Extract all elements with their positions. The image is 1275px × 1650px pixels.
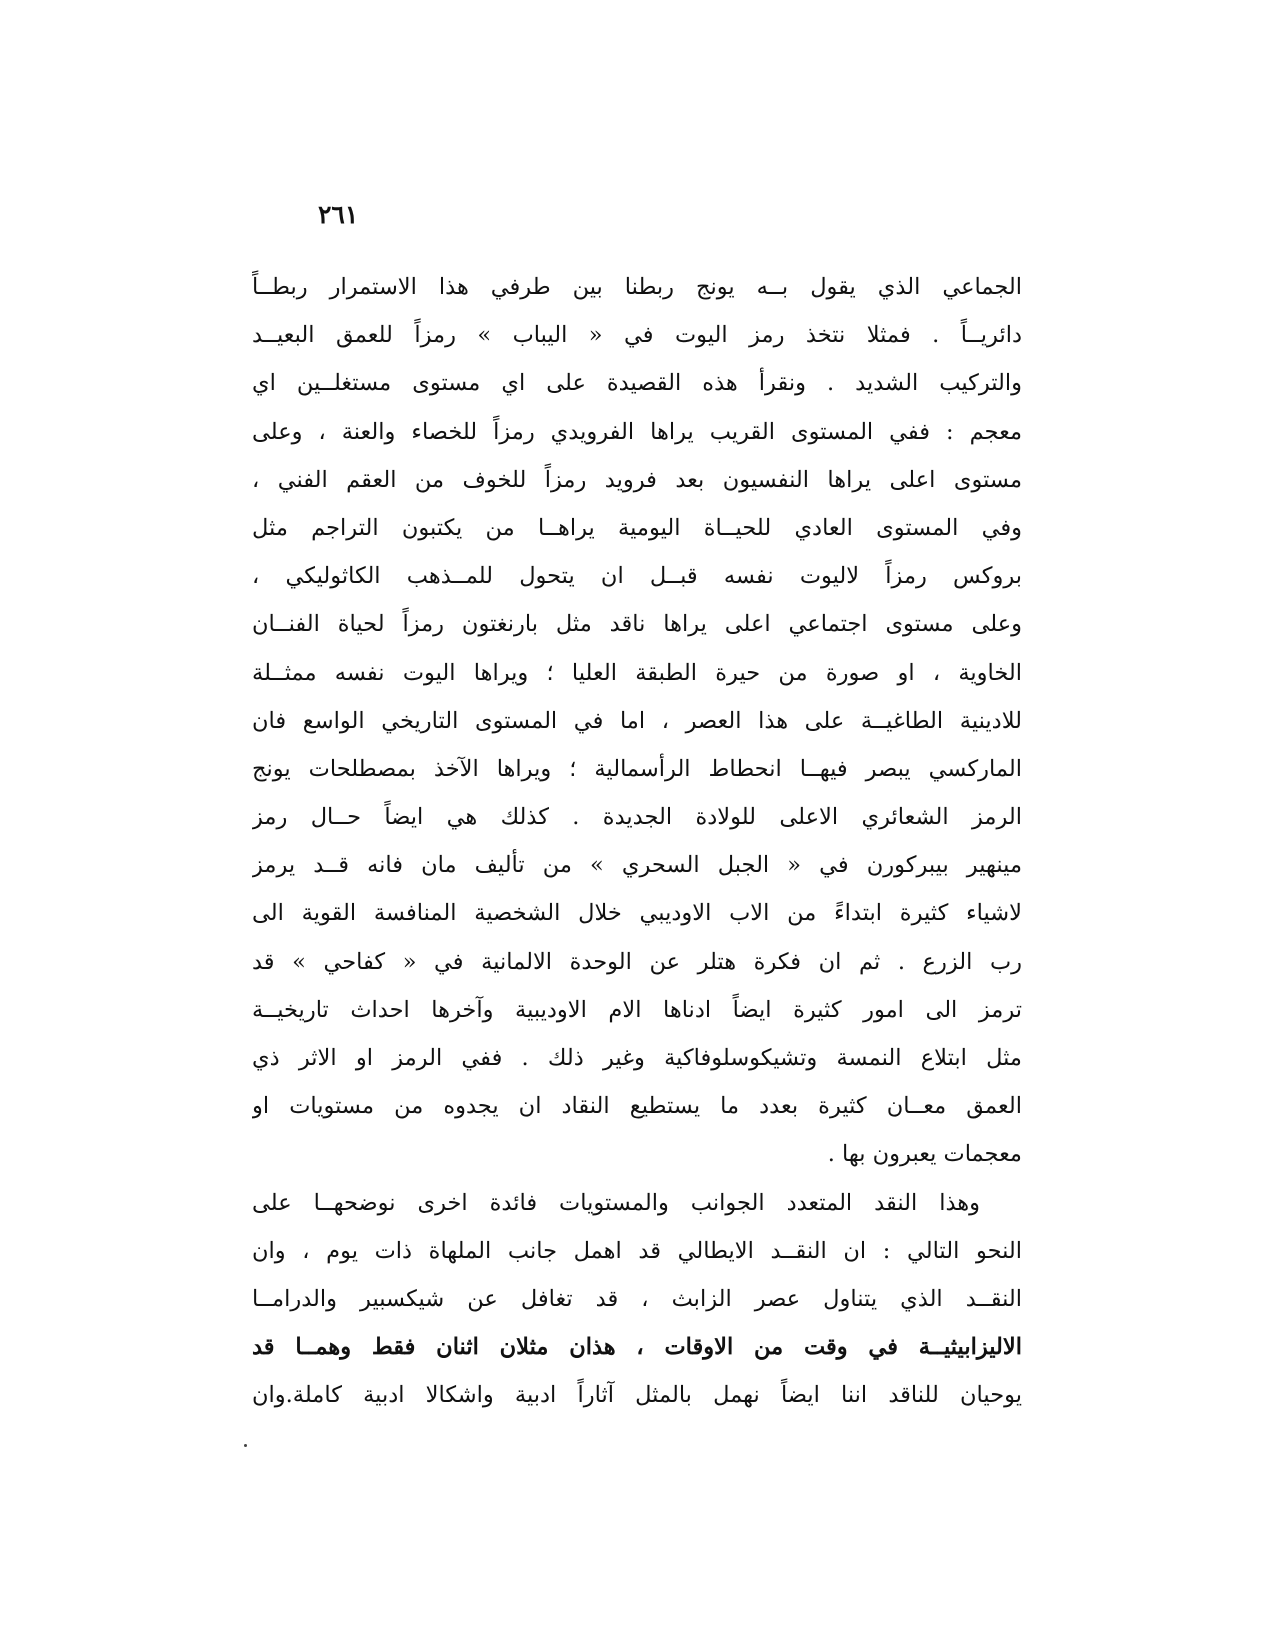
text-line: دائريــاً . فمثلا نتخذ رمز اليوت في « اليباب » رمزاً للعمق البعيــد [252,322,1022,349]
text-line-first: وهذا النقد المتعدد الجوانب والمستويات فائدة اخرى نوضحهــا على [252,1189,980,1216]
text-line: الخاوية ، او صورة من حيرة الطبقة العليا ؛ ويراها اليوت نفسه ممثــلة [252,659,1022,686]
text-line: معجم : ففي المستوى القريب يراها الفرويدي رمزاً للخصاء والعنة ، وعلى [252,418,1022,445]
text-line-last: معجمات يعبرون بها . [827,1141,1022,1168]
text-line: الماركسي يبصر فيهــا انحطاط الرأسمالية ؛ ويراها الآخذ بمصطلحات يونج [252,755,1022,782]
text-line: الاليزابيثيــة في وقت من الاوقات ، هذان مثلان اثنان فقط وهمــا قد [252,1334,1022,1361]
paragraph-2 [252,1179,1022,1420]
text-line: مثل ابتلاع النمسة وتشيكوسلوفاكية وغير ذلك . ففي الرمز او الاثر ذي [252,1045,1022,1071]
text-line: بروكس رمزاً لاليوت نفسه قبــل ان يتحول للمــذهب الكاثوليكي ، [252,563,1022,590]
paragraph-1 [252,263,1022,1179]
text-line: مستوى اعلى يراها النفسيون بعد فرويد رمزاً للخوف من العقم الفني ، [252,466,1022,493]
text-line: النحو التالي : ان النقــد الايطالي قد اهمل جانب الملهاة ذات يوم ، وان [252,1237,1022,1264]
text-line: وفي المستوى العادي للحيــاة اليومية يراهــا من يكتبون التراجم مثل [252,514,1022,541]
text-line: النقــد الذي يتناول عصر الزابث ، قد تغافل عن شيكسبير والدرامــا [252,1285,1022,1312]
text-line: للادينية الطاغيــة على هذا العصر ، اما في المستوى التاريخي الواسع فان [252,707,1022,734]
scan-speck [244,1444,247,1447]
text-line: ترمز الى امور كثيرة ايضاً ادناها الام الاوديبية وآخرها احداث تاريخيــة [252,996,1022,1023]
body-text [252,263,1022,1420]
text-line: رب الزرع . ثم ان فكرة هتلر عن الوحدة الالمانية في « كفاحي » قد [252,948,1022,975]
text-line: الجماعي الذي يقول بــه يونج ربطنا بين طرفي هذا الاستمرار ربطــاً [252,274,1022,300]
page-number: ٢٦١ [318,200,359,229]
text-line: يوحيان للناقد اننا ايضاً نهمل بالمثل آثاراً ادبية واشكالا ادبية كاملة.وان [252,1382,1022,1409]
text-line: لاشياء كثيرة ابتداءً من الاب الاوديبي خلال الشخصية المنافسة القوية الى [252,900,1022,927]
text-line: العمق معــان كثيرة بعدد ما يستطيع النقاد ان يجدوه من مستويات او [252,1093,1022,1120]
text-line: مينهير بيبركورن في « الجبل السحري » من تأليف مان فانه قــد يرمز [252,852,1022,879]
text-line: وعلى مستوى اجتماعي اعلى يراها ناقد مثل بارنغتون رمزاً لحياة الفنــان [252,611,1022,638]
text-line: والتركيب الشديد . ونقرأ هذه القصيدة على اي مستوى مستغلــين اي [252,370,1022,397]
text-line: الرمز الشعائري الاعلى للولادة الجديدة . كذلك هي ايضاً حــال رمز [252,804,1022,831]
